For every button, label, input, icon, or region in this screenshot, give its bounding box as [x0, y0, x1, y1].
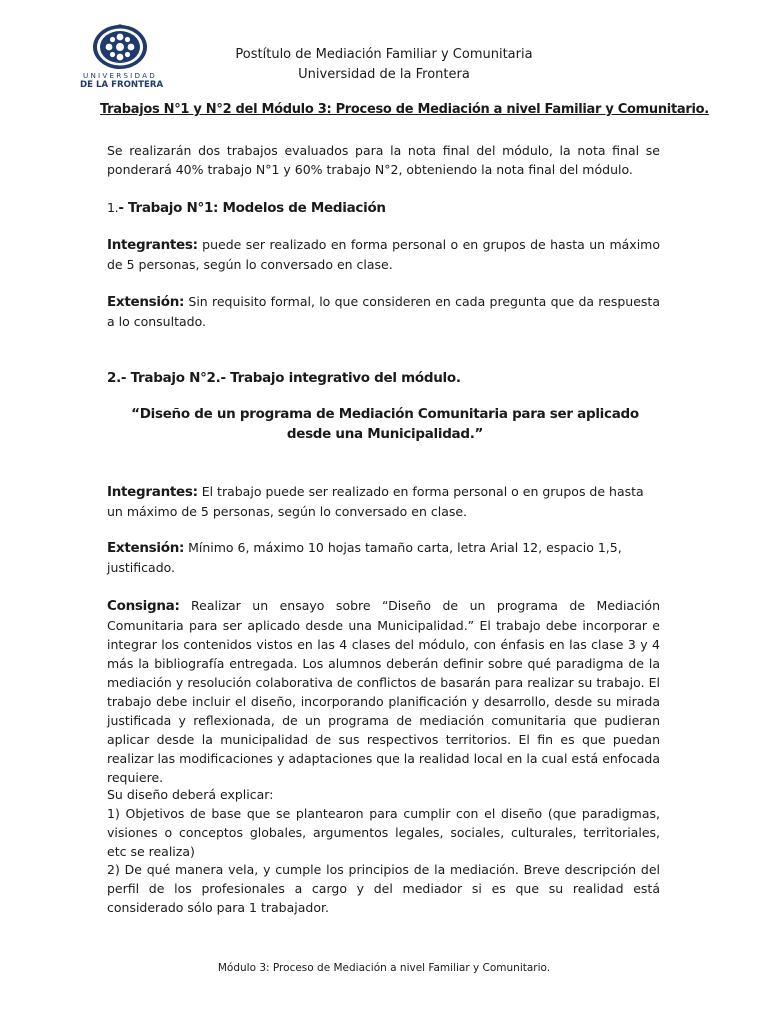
design-item-1: 1) Objetivos de base que se plantearon para cumplir con el diseño (que paradigmas, visiones o conceptos globales, argumentos legales, sociales, culturales, territoriales, etc se realiza) [107, 806, 660, 859]
work2-integrantes-text: El trabajo puede ser realizado en forma personal o en grupos de hasta un máximo de 5 personas, según lo conversado en clase. [107, 484, 644, 519]
header-program: Postítulo de Mediación Familiar y Comunitaria [235, 47, 533, 62]
document-header [160, 45, 608, 85]
work2-consigna-label: Consigna: [107, 598, 180, 614]
work2-consigna [107, 596, 660, 787]
page-footer: Módulo 3: Proceso de Mediación a nivel Familiar y Comunitario. [217, 962, 551, 974]
work1-extension-label: Extensión: [107, 294, 185, 310]
work2-integrantes [107, 482, 660, 521]
work1-integrantes-text: puede ser realizado en forma personal o en grupos de hasta un máximo de 5 personas, según lo conversado en clase. [107, 237, 660, 272]
logo-text-university: UNIVERSIDAD [83, 71, 157, 80]
work2-consigna-text: Realizar un ensayo sobre “Diseño de un programa de Mediación Comunitaria para ser aplicado desde una Municipalidad.” El trabajo debe incorporar e integrar los contenidos vistos en las 4 clases del módulo, con énfasis en las clase 3 y 4 más la bibliografía entregada. Los alumnos deberán definir sobre qué paradigma de la mediación y resolución colaborativa de conflictos de basarán para realizar su trabajo. El trabajo debe incluir el diseño, incorporando planificación y desarrollo, desde su mirada justificada y reflexionada, de un programa de mediación comunitaria que pudieran aplicar desde la municipalidad de sus respectivos territorios. El fin es que puedan realizar las modificaciones y adaptaciones que la realidad local en la cual está enfocada requiere. [107, 598, 660, 785]
work2-extension-text: Mínimo 6, máximo 10 hojas tamaño carta, letra Arial 12, espacio 1,5, justificado. [107, 540, 622, 575]
header-university: Universidad de la Frontera [298, 67, 470, 82]
design-intro: Su diseño deberá explicar: [107, 787, 274, 802]
design-item-2: 2) De qué manera vela, y cumple los principios de la mediación. Breve descripción del perfil de los profesionales a cargo y del mediador si es que su realidad está considerado sólo para 1 trabajador. [107, 862, 660, 915]
work1-extension [107, 292, 660, 331]
document-title: Trabajos N°1 y N°2 del Módulo 3: Proceso de Mediación a nivel Familiar y Comunitario. [100, 102, 709, 117]
work1-extension-text: Sin requisito formal, lo que consideren en cada pregunta que da respuesta a lo consultado. [107, 294, 660, 329]
work1-heading-text: - Trabajo N°1: Modelos de Mediación [118, 200, 386, 216]
university-logo [80, 24, 164, 92]
work1-integrantes [107, 235, 660, 274]
work1-heading [107, 198, 660, 218]
work2-extension-label: Extensión: [107, 540, 185, 556]
work2-heading: 2.- Trabajo N°2.- Trabajo integrativo del módulo. [107, 370, 461, 386]
program-title: “Diseño de un programa de Mediación Comunitaria para ser aplicado desde una Municipalidad.” [131, 406, 639, 442]
work2-extension [107, 538, 660, 577]
work1-number: 1. [107, 200, 119, 215]
university-crest-icon [92, 24, 148, 70]
logo-text-frontera: DE LA FRONTERA [80, 80, 164, 90]
work2-integrantes-label: Integrantes: [107, 484, 198, 500]
work1-integrantes-label: Integrantes: [107, 237, 198, 253]
intro-paragraph: Se realizarán dos trabajos evaluados para la nota final del módulo, la nota final se ponderará 40% trabajo N°1 y 60% trabajo N°2, obteniendo la nota final del módulo. [107, 143, 660, 177]
